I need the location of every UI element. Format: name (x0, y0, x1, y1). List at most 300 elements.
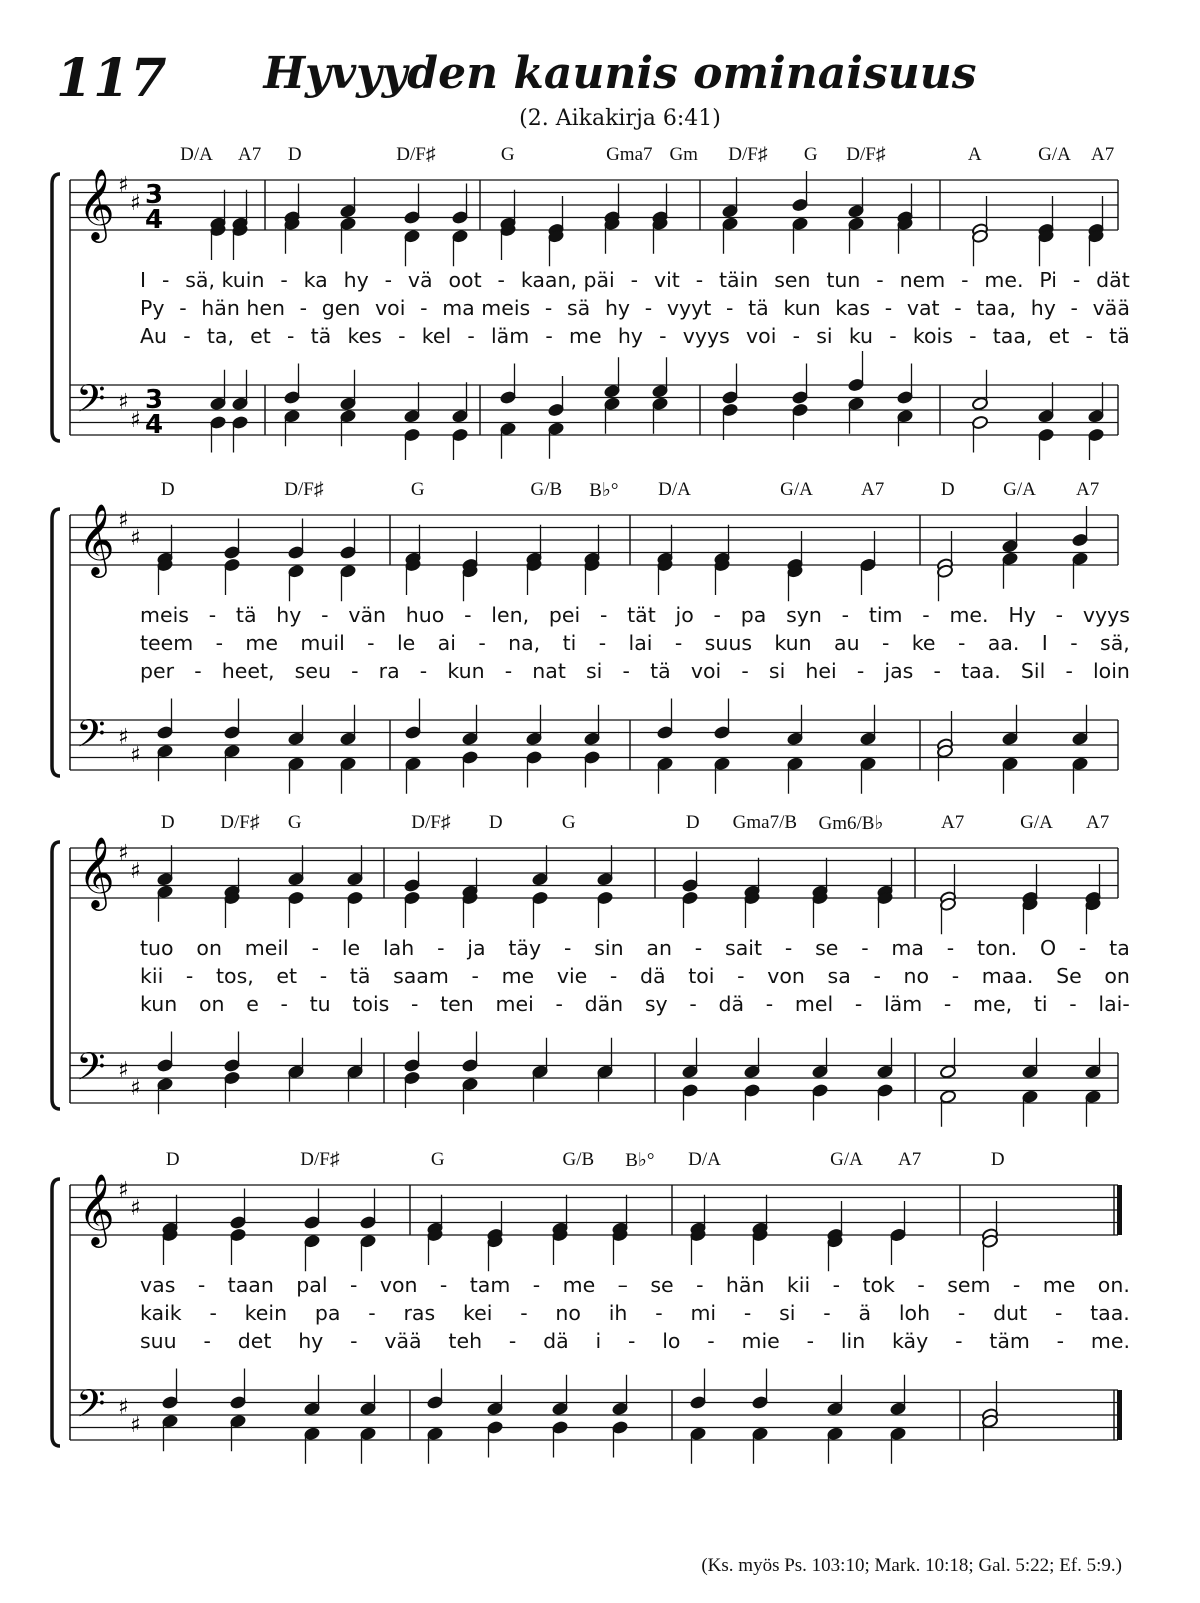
chord-symbol: G (561, 812, 576, 833)
lyric-syllable: sä, (1100, 631, 1130, 655)
lyric-verse-2 (140, 1301, 1130, 1325)
lyric-syllable: - (884, 296, 893, 320)
time-signature-bottom: 4 (145, 410, 164, 440)
lyric-syllable: mie (741, 1329, 780, 1353)
lyric-syllable: no (903, 964, 930, 988)
lyric-syllable: tun (826, 268, 861, 292)
lyric-syllable: taan (227, 1273, 274, 1297)
lyric-syllable: - (881, 631, 890, 655)
lyric-syllable: toi (688, 964, 715, 988)
bass-staff (70, 1032, 1118, 1127)
sharp-icon: ♯ (130, 1413, 141, 1438)
lyric-syllable: - (1070, 296, 1078, 320)
sharp-icon: ♯ (118, 1058, 129, 1083)
hymn-number: 117 (56, 48, 168, 109)
lyric-verse-2 (140, 296, 1130, 320)
lyric-syllable: tok (862, 1273, 895, 1297)
lyric-syllable: loh (898, 1301, 931, 1325)
lyric-syllable: meil (244, 936, 289, 960)
chord-symbol: G (430, 1149, 445, 1170)
lyric-syllable: - (1069, 992, 1077, 1016)
lyric-syllable: - (194, 659, 202, 683)
lyric-syllable: ta (1109, 936, 1130, 960)
lyric-syllable: - (832, 1273, 841, 1297)
lyric-syllable: len, (491, 603, 530, 627)
lyric-syllable: - (299, 296, 308, 320)
lyric-syllable: - (351, 659, 359, 683)
lyric-syllable: hän (725, 1273, 765, 1297)
lyric-syllable: Se (1056, 964, 1082, 988)
treble-clef-icon: 𝄞 (78, 167, 115, 240)
lyric-syllable: - (1070, 631, 1078, 655)
final-bar-line (1117, 1390, 1122, 1440)
chord-symbol: D/F♯ (728, 144, 768, 165)
lyric-syllable: sa (827, 964, 851, 988)
treble-staff (70, 502, 1118, 601)
lyric-syllable: no (555, 1301, 581, 1325)
lyric-syllable: - (659, 324, 667, 348)
lyric-syllable: - (841, 603, 850, 627)
lyric-syllable: hy (343, 268, 369, 292)
lyric-syllable: vas (140, 1273, 176, 1297)
lyric-syllable: I (1041, 631, 1048, 655)
bass-clef-icon: 𝄢 (76, 1044, 106, 1098)
lyric-syllable: gen (321, 296, 361, 320)
lyric-syllable: dä (718, 992, 745, 1016)
lyric-syllable: ih (608, 1301, 628, 1325)
lyric-syllable: vyyt (666, 296, 712, 320)
lyric-syllable: - (689, 992, 697, 1016)
lyric-syllable: - (368, 1301, 376, 1325)
lyric-syllable: le (396, 631, 416, 655)
lyric-syllable: kun (774, 631, 812, 655)
lyric-syllable: - (674, 631, 683, 655)
chord-symbol: A7 (898, 1149, 922, 1170)
lyric-syllable: - (349, 1273, 358, 1297)
lyric-syllable: - (419, 659, 428, 683)
lyric-syllable: si (768, 659, 786, 683)
lyric-syllable: - (876, 268, 884, 292)
lyric-syllable: - (545, 324, 553, 348)
lyric-syllable: jo (675, 603, 694, 627)
lyric-syllable: teem (140, 631, 194, 655)
lyric-syllable: täy (508, 936, 542, 960)
chord-symbol: B♭° (589, 480, 619, 501)
lyric-syllable: - (497, 268, 505, 292)
lyric-syllable: - (287, 324, 295, 348)
treble-staff (70, 167, 1118, 266)
lyric-syllable: me (569, 324, 602, 348)
lyric-syllable: hy (604, 296, 631, 320)
lyric-syllable: - (321, 603, 329, 627)
lyric-syllable: - (350, 1329, 358, 1353)
lyric-syllable: ku (848, 324, 874, 348)
lyric-syllable: kas (835, 296, 871, 320)
lyric-syllable: von (379, 1273, 418, 1297)
chord-symbol: D (940, 479, 955, 500)
lyric-syllable: - (1055, 603, 1064, 627)
lyric-syllable: - (933, 659, 941, 683)
lyric-syllable: voi (375, 296, 406, 320)
lyric-syllable: - (183, 324, 191, 348)
time-signature-top: 3 (145, 385, 164, 415)
lyric-syllable: hy (617, 324, 643, 348)
chord-symbol: D/A (688, 1149, 721, 1170)
lyric-syllable: - (630, 268, 639, 292)
lyric-syllable: voi (746, 324, 777, 348)
lyric-syllable: - (197, 1273, 206, 1297)
music-system (0, 140, 1200, 460)
lyric-syllable: pei (548, 603, 581, 627)
lyric-syllable: täin (719, 268, 759, 292)
lyric-syllable: taa, (976, 296, 1017, 320)
lyric-syllable: - (743, 1301, 752, 1325)
lyric-syllable: hän hen (201, 296, 285, 320)
lyric-syllable: - (946, 936, 955, 960)
lyric-syllable: mel (794, 992, 834, 1016)
lyric-syllable: - (467, 324, 475, 348)
lyric-syllable: hy (298, 1329, 324, 1353)
lyric-syllable: ma meis (442, 296, 531, 320)
lyric-syllable: se (815, 936, 839, 960)
lyric-syllable: vat (906, 296, 940, 320)
lyric-verse-1 (140, 1273, 1130, 1297)
lyric-syllable: - (957, 631, 966, 655)
chord-symbol: G/A (1020, 812, 1053, 833)
lyric-syllable: läm (490, 324, 530, 348)
lyric-syllable: taa, (992, 324, 1033, 348)
lyric-syllable: - (696, 1273, 704, 1297)
lyric-syllable: ti (562, 631, 577, 655)
lyric-syllable: - (398, 324, 406, 348)
lyric-syllable: - (161, 268, 170, 292)
treble-staff (70, 835, 1118, 934)
lyric-syllable: ti (1033, 992, 1048, 1016)
chord-symbol: G/B (562, 1149, 595, 1170)
lyric-syllable: - (873, 964, 881, 988)
lyric-syllable: ra (378, 659, 400, 683)
lyric-syllable: saam (393, 964, 449, 988)
lyric-syllable: huo (405, 603, 445, 627)
lyric-syllable: muil (300, 631, 345, 655)
lyric-syllable: me (1042, 1273, 1076, 1297)
lyric-syllable: kei (462, 1301, 493, 1325)
lyric-syllable: kii (140, 964, 164, 988)
lyric-syllable: - (622, 659, 630, 683)
chord-symbol: G/B (530, 479, 563, 500)
sharp-icon: ♯ (130, 526, 141, 551)
lyric-syllable: tim (868, 603, 903, 627)
lyric-syllable: et (250, 324, 271, 348)
chord-symbol: B♭° (625, 1150, 655, 1171)
lyric-syllable: kun (783, 296, 821, 320)
lyric-syllable: vit (653, 268, 680, 292)
lyric-syllable: - (806, 1329, 815, 1353)
lyric-syllable: lai- (1098, 992, 1130, 1016)
chord-symbol: G/A (780, 479, 813, 500)
lyric-syllable: dä (639, 964, 666, 988)
lyric-syllable: Sil (1020, 659, 1046, 683)
sharp-icon: ♯ (118, 508, 129, 533)
lyric-syllable: pal (296, 1273, 328, 1297)
lyric-syllable: Au (140, 324, 168, 348)
lyric-syllable: loin (1092, 659, 1130, 683)
lyric-syllable: tä (235, 603, 257, 627)
lyric-verse-3 (140, 1329, 1130, 1353)
lyric-syllable: ai (437, 631, 456, 655)
lyric-syllable: - (208, 603, 217, 627)
lyric-syllable: me. (949, 603, 989, 627)
sharp-icon: ♯ (130, 1196, 141, 1221)
lyric-syllable: an (646, 936, 672, 960)
lyric-verse-1 (140, 936, 1130, 960)
lyric-syllable: - (861, 936, 869, 960)
bass-staff (70, 699, 1118, 794)
lyric-syllable: hy (1030, 296, 1056, 320)
lyric-syllable: - (437, 936, 445, 960)
chord-symbol: Gm (669, 144, 698, 165)
lyric-syllable: - (203, 1329, 211, 1353)
lyric-syllable: vie (556, 964, 588, 988)
lyric-syllable: ä (858, 1301, 872, 1325)
lyric-syllable: - (504, 659, 513, 683)
lyric-syllable: kein (244, 1301, 288, 1325)
chord-symbol: D/F♯ (300, 1149, 340, 1170)
lyric-syllable: - (969, 324, 977, 348)
chord-symbol: D/F♯ (284, 479, 324, 500)
chord-symbol: A (967, 144, 982, 165)
lyric-syllable: nat (532, 659, 566, 683)
lyric-syllable: - (628, 1329, 636, 1353)
lyric-syllable: ton. (977, 936, 1018, 960)
lyric-syllable: taa. (961, 659, 1001, 683)
chord-symbol: D (488, 812, 503, 833)
chord-symbol: A7 (238, 144, 262, 165)
sharp-icon: ♯ (130, 859, 141, 884)
lyric-syllable: dä (543, 1329, 569, 1353)
lyric-syllable: - (917, 1273, 925, 1297)
lyric-syllable: tä (650, 659, 671, 683)
lyric-syllable: lai (628, 631, 653, 655)
lyric-syllable: tam (469, 1273, 511, 1297)
lyric-syllable: dän (584, 992, 624, 1016)
music-system (0, 475, 1200, 795)
lyric-syllable: - (280, 268, 288, 292)
lyric-syllable: von (767, 964, 805, 988)
lyric-syllable: tu (309, 992, 331, 1016)
lyric-syllable: on (198, 992, 225, 1016)
lyric-syllable: ta, (206, 324, 234, 348)
lyric-syllable: tä (1109, 324, 1130, 348)
chord-symbol: D (160, 479, 175, 500)
chord-symbol: Gma7/B (732, 812, 798, 833)
lyric-syllable: lin (840, 1329, 866, 1353)
chord-symbol: D (287, 144, 302, 165)
lyric-verse-1 (140, 603, 1130, 627)
lyric-syllable: et (1048, 324, 1070, 348)
lyric-syllable: si (586, 659, 603, 683)
lyric-syllable: vän (348, 603, 387, 627)
lyric-syllable: - (765, 992, 774, 1016)
lyric-syllable: se (650, 1273, 674, 1297)
lyric-syllable: sä, kuin (185, 268, 265, 292)
lyric-syllable: - (955, 1329, 963, 1353)
lyric-syllable: pa (740, 603, 767, 627)
chord-symbol: Gm6/B♭ (818, 813, 884, 834)
scripture-reference: (2. Aikakirja 6:41) (519, 106, 721, 131)
lyric-syllable: - (478, 631, 486, 655)
lyric-syllable: - (520, 1301, 528, 1325)
lyric-syllable: taa. (1090, 1301, 1130, 1325)
lyric-syllable: me (501, 964, 535, 988)
sharp-icon: ♯ (118, 173, 129, 198)
lyric-syllable: O (1039, 936, 1057, 960)
lyric-syllable: - (609, 964, 618, 988)
lyric-syllable: i (595, 1329, 602, 1353)
lyric-syllable: ja (467, 936, 486, 960)
chord-symbol: A7 (1086, 812, 1110, 833)
lyric-syllable: me. (984, 268, 1024, 292)
chord-symbol: D (165, 1149, 180, 1170)
sharp-icon: ♯ (118, 390, 129, 415)
lyric-syllable: - (644, 296, 653, 320)
lyric-syllable: seu (294, 659, 331, 683)
chord-symbol: A7 (861, 479, 885, 500)
lyric-syllable: - (694, 936, 703, 960)
lyric-syllable: käy (892, 1329, 929, 1353)
lyric-syllable: vyys (1082, 603, 1130, 627)
lyric-syllable: jas (884, 659, 914, 683)
lyric-syllable: ten (440, 992, 474, 1016)
lyric-syllable: oot (448, 268, 482, 292)
lyric-syllable: maa. (981, 964, 1034, 988)
chord-symbol: G (410, 479, 425, 500)
lyric-syllable: kun (447, 659, 485, 683)
lyric-syllable: - (1054, 1301, 1063, 1325)
lyric-syllable: vää (384, 1329, 422, 1353)
sharp-icon: ♯ (118, 1178, 129, 1203)
chord-symbol: A7 (1076, 479, 1100, 500)
lyric-syllable: si (816, 324, 833, 348)
lyric-syllable: kes (347, 324, 382, 348)
chord-symbol: G (803, 144, 818, 165)
chord-symbol: D (685, 812, 700, 833)
lyric-syllable: I (140, 268, 147, 292)
hymn-title: Hyvyyden kaunis ominaisuus (263, 48, 977, 99)
lyric-syllable: - (737, 964, 745, 988)
lyric-verse-3 (140, 659, 1130, 683)
lyric-syllable: - (725, 296, 734, 320)
lyric-syllable: - (854, 992, 863, 1016)
lyric-syllable: - (943, 992, 952, 1016)
lyric-syllable: ke (911, 631, 936, 655)
chord-symbol: D/A (658, 479, 691, 500)
lyric-syllable: - (209, 1301, 217, 1325)
lyric-syllable: et (276, 964, 298, 988)
lyric-verse-2 (140, 964, 1130, 988)
chord-symbol: D (160, 812, 175, 833)
lyric-syllable: kaan, päi (520, 268, 615, 292)
sharp-icon: ♯ (118, 725, 129, 750)
lyric-syllable: tä (310, 324, 332, 348)
lyric-syllable: suus (704, 631, 753, 655)
lyric-syllable: - (1072, 268, 1081, 292)
lyric-syllable: tä (748, 296, 769, 320)
lyric-syllable: teh (448, 1329, 483, 1353)
lyric-syllable: läm (883, 992, 923, 1016)
lyric-syllable: - (544, 296, 553, 320)
lyric-verse-2 (140, 631, 1130, 655)
lyric-syllable: dut (993, 1301, 1028, 1325)
bass-staff (70, 351, 1118, 460)
chord-symbol: G (500, 144, 515, 165)
lyric-syllable: - (951, 964, 960, 988)
lyric-syllable: - (856, 659, 865, 683)
lyric-syllable: vää (1092, 296, 1130, 320)
lyric-syllable: - (889, 324, 897, 348)
sharp-icon: ♯ (130, 408, 141, 433)
lyric-syllable: Hy (1008, 603, 1036, 627)
lyric-syllable: sem (947, 1273, 991, 1297)
lyric-syllable: - (563, 936, 572, 960)
lyric-syllable: mi (690, 1301, 717, 1325)
lyric-syllable: – (617, 1273, 628, 1297)
lyric-syllable: - (532, 1273, 541, 1297)
lyric-syllable: ka (303, 268, 328, 292)
system-bracket (52, 842, 60, 1109)
lyric-syllable: - (439, 1273, 448, 1297)
lyric-syllable: - (367, 631, 375, 655)
lyric-syllable: - (707, 1329, 715, 1353)
chord-symbol: G/A (1003, 479, 1036, 500)
lyric-syllable: le (341, 936, 361, 960)
lyric-syllable: me. (1090, 1329, 1130, 1353)
chord-symbol: A7 (1091, 144, 1115, 165)
time-signature-bottom: 4 (145, 205, 164, 235)
lyric-syllable: per (140, 659, 175, 683)
chord-symbol: D/F♯ (396, 144, 436, 165)
cross-references-footnote: (Ks. myös Ps. 103:10; Mark. 10:18; Gal. 5:22; Ef. 5:9.) (701, 1555, 1122, 1576)
final-bar-line (1117, 1185, 1122, 1235)
bass-clef-icon: 𝄢 (76, 1381, 106, 1435)
lyric-syllable: si (779, 1301, 796, 1325)
lyric-syllable: kii (786, 1273, 811, 1297)
lyric-syllable: - (655, 1301, 663, 1325)
lyric-syllable: - (508, 1329, 517, 1353)
lyric-syllable: - (957, 1301, 966, 1325)
music-system (0, 808, 1200, 1128)
sharp-icon: ♯ (130, 191, 141, 216)
system-bracket (52, 1179, 60, 1446)
lyric-syllable: meis (140, 603, 189, 627)
lyric-syllable: on (1104, 964, 1130, 988)
lyric-syllable: - (464, 603, 472, 627)
lyric-syllable: - (954, 296, 962, 320)
lyric-syllable: - (784, 936, 793, 960)
lyric-syllable: kel (421, 324, 452, 348)
sharp-icon: ♯ (130, 743, 141, 768)
chord-symbol: A7 (941, 812, 965, 833)
lyric-syllable: sait (725, 936, 762, 960)
treble-clef-icon: 𝄞 (78, 835, 115, 908)
chord-symbol: Gma7 (606, 144, 653, 165)
lyric-syllable: - (280, 992, 288, 1016)
lyric-syllable: - (695, 268, 704, 292)
lyric-verse-1 (140, 268, 1130, 292)
lyric-syllable: mei (495, 992, 534, 1016)
lyric-syllable: kaik (140, 1301, 182, 1325)
lyric-syllable: - (1078, 936, 1087, 960)
